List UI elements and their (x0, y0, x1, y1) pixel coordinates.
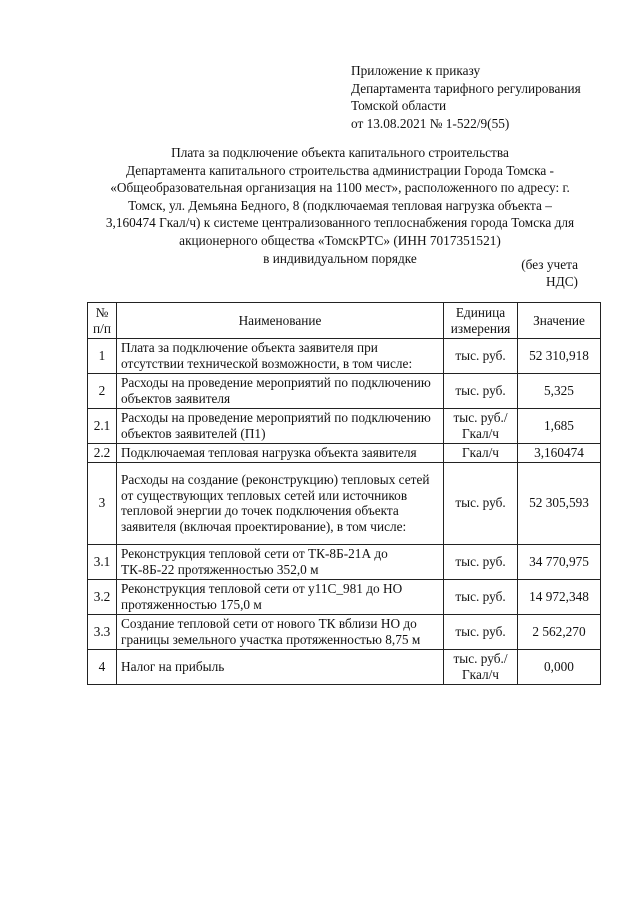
annex-line: Томской области (351, 98, 447, 113)
table-row (88, 544, 601, 579)
vat-note-line: НДС) (546, 274, 578, 289)
row-num: 1 (88, 339, 117, 374)
row-value: 0,000 (518, 649, 601, 684)
title-line: акционерного общества «ТомскРТС» (ИНН 7017351521) (179, 232, 501, 248)
row-value: 1,685 (518, 409, 601, 444)
title-line: Томск, ул. Демьяна Бедного, 8 (подключаемая тепловая нагрузка объекта – (128, 197, 552, 213)
row-num: 3.2 (88, 579, 117, 614)
table-header-row (88, 303, 601, 339)
row-name: Расходы на проведение мероприятий по подключению объектов заявителя (117, 374, 444, 409)
row-unit: тыс. руб. (444, 544, 518, 579)
table-row (88, 374, 601, 409)
title-line: Департамента капитального строительства администрации Города Томска - (126, 162, 554, 178)
row-num: 2.1 (88, 409, 117, 444)
table-row (88, 614, 601, 649)
table-row (88, 339, 601, 374)
row-unit: тыс. руб. (444, 462, 518, 544)
row-num: 3.1 (88, 544, 117, 579)
row-name: Реконструкция тепловой сети от у11С_981 до НО протяженностью 175,0 м (117, 579, 444, 614)
annex-header (351, 62, 581, 132)
annex-order-line: от 13.08.2021 № 1-522/9(55) (351, 115, 510, 131)
row-value: 14 972,348 (518, 579, 601, 614)
row-name: Подключаемая тепловая нагрузка объекта заявителя (117, 444, 444, 463)
row-value: 5,325 (518, 374, 601, 409)
row-name: Реконструкция тепловой сети от ТК-8Б-21А до ТК-8Б-22 протяженностью 352,0 м (117, 544, 444, 579)
table-row (88, 409, 601, 444)
table-row (88, 444, 601, 463)
row-value: 52 305,593 (518, 462, 601, 544)
document-title (90, 144, 590, 267)
row-name: Налог на прибыль (117, 649, 444, 684)
row-num: 4 (88, 649, 117, 684)
annex-line: Департамента тарифного регулирования (351, 80, 581, 96)
vat-note (521, 256, 578, 290)
row-name: Создание тепловой сети от нового ТК вблизи НО до границы земельного участка протяженностью 8,75 м (117, 614, 444, 649)
row-unit: тыс. руб. (444, 579, 518, 614)
row-num: 2.2 (88, 444, 117, 463)
row-unit: тыс. руб. (444, 339, 518, 374)
table-row (88, 579, 601, 614)
row-unit: тыс. руб./ Гкал/ч (444, 649, 518, 684)
table-row (88, 462, 601, 544)
row-unit: Гкал/ч (444, 444, 518, 463)
row-num: 3 (88, 462, 117, 544)
row-value: 3,160474 (518, 444, 601, 463)
row-unit: тыс. руб./ Гкал/ч (444, 409, 518, 444)
row-value: 52 310,918 (518, 339, 601, 374)
header-num: № п/п (88, 303, 117, 339)
row-unit: тыс. руб. (444, 374, 518, 409)
title-line: «Общеобразовательная организация на 1100 мест», расположенного по адресу: г. (110, 180, 570, 196)
table-row (88, 649, 601, 684)
row-name: Расходы на создание (реконструкцию) тепловых сетей от существующих тепловых сетей или источников тепловой энергии до точек подключения объекта заявителя (включая проектирование), в том числе: (117, 462, 444, 544)
row-unit: тыс. руб. (444, 614, 518, 649)
row-name: Расходы на проведение мероприятий по подключению объектов заявителей (П1) (117, 409, 444, 444)
row-value: 34 770,975 (518, 544, 601, 579)
annex-line: Приложение к приказу (351, 63, 481, 78)
vat-note-line: (без учета (521, 257, 578, 272)
row-value: 2 562,270 (518, 614, 601, 649)
title-line: Плата за подключение объекта капитального строительства (171, 145, 509, 160)
header-unit: Единица измерения (444, 303, 518, 339)
header-value: Значение (518, 303, 601, 339)
row-num: 3.3 (88, 614, 117, 649)
row-name: Плата за подключение объекта заявителя при отсутствии технической возможности, в том числе: (117, 339, 444, 374)
fee-table (87, 302, 601, 685)
row-num: 2 (88, 374, 117, 409)
title-line: 3,160474 Гкал/ч) к системе централизованного теплоснабжения города Томска для (105, 215, 575, 231)
header-name: Наименование (117, 303, 444, 339)
title-line: в индивидуальном порядке (263, 250, 417, 266)
